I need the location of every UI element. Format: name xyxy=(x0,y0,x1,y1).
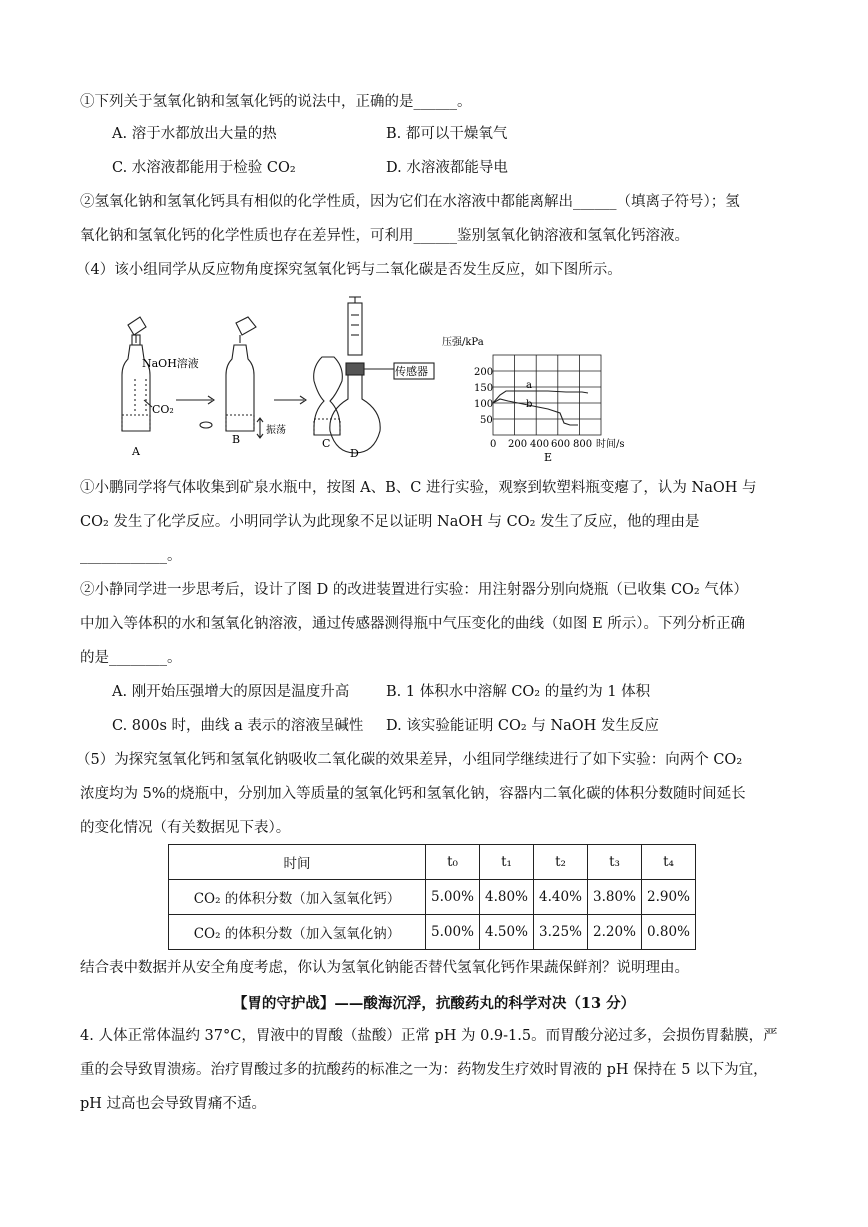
option-b: B. 1 体积水中溶解 CO₂ 的量约为 1 体积 xyxy=(386,684,651,700)
svg-text:400: 400 xyxy=(530,439,550,450)
question-text: 的是________。 xyxy=(80,650,182,666)
svg-text:100: 100 xyxy=(474,399,494,410)
question-text: 结合表中数据并从安全角度考虑，你认为氢氧化钠能否替代氢氧化钙作果蔬保鲜剂？说明理由。 xyxy=(80,960,689,976)
svg-text:50: 50 xyxy=(480,415,493,426)
answer-blank: ____________。 xyxy=(80,548,182,564)
question-text: pH 过高也会导致胃痛不适。 xyxy=(80,1096,267,1112)
question-text: （5）为探究氢氧化钙和氢氧化钠吸收二氧化碳的效果差异，小组同学继续进行了如下实验：向两个 CO₂ xyxy=(76,752,743,768)
question-text: ②氢氧化钠和氢氧化钙具有相似的化学性质，因为它们在水溶液中都能离解出______（填离子符号）；氢 xyxy=(80,194,740,210)
graph-ylabel: 压强/kPa xyxy=(442,337,484,348)
section-title: 【胃的守护战】——酸海沉浮，抗酸药丸的科学对决（13 分） xyxy=(232,995,636,1012)
naoh-label: NaOH溶液 xyxy=(142,357,199,370)
question-text: ①小鹏同学将气体收集到矿泉水瓶中，按图 A、B、C 进行实验，观察到软塑料瓶变瘪了，认为 NaOH 与 xyxy=(80,480,757,496)
svg-text:800: 800 xyxy=(573,439,593,450)
question-text: 浓度均为 5%的烧瓶中，分别加入等质量的氢氧化钙和氢氧化钠，容器内二氧化碳的体积分数随时间延长 xyxy=(80,786,746,802)
option-c: C. 水溶液都能用于检验 CO₂ xyxy=(112,160,296,176)
table-row: 时间 t₀ t₁ t₂ t₃ t₄ xyxy=(169,845,696,880)
shake-label: 振荡 xyxy=(266,425,286,436)
question-text: 4. 人体正常体温约 37°C，胃液中的胃酸（盐酸）正常 pH 为 0.9-1.5。而胃酸分泌过多，会损伤胃黏膜，严 xyxy=(80,1028,778,1044)
option-a: A. 刚开始压强增大的原因是温度升高 xyxy=(112,684,350,700)
question-intro: （4）该小组同学从反应物角度探究氢氧化钙与二氧化碳是否发生反应，如下图所示。 xyxy=(76,262,622,278)
bottle-b xyxy=(226,317,256,431)
option-a: A. 溶于水都放出大量的热 xyxy=(112,126,277,142)
curve-b-label: b xyxy=(526,399,533,410)
label-c: C xyxy=(322,437,331,450)
svg-text:200: 200 xyxy=(474,367,494,378)
bottle-c xyxy=(314,357,343,435)
experiment-figure xyxy=(108,295,728,465)
option-b: B. 都可以干燥氧气 xyxy=(386,126,508,142)
option-d: D. 水溶液都能导电 xyxy=(386,160,508,176)
question-text: ②小静同学进一步思考后，设计了图 D 的改进装置进行实验：用注射器分别向烧瓶（已收集 CO₂ 气体） xyxy=(80,582,748,598)
svg-text:200: 200 xyxy=(508,439,528,450)
option-c: C. 800s 时，曲线 a 表示的溶液呈碱性 xyxy=(112,718,364,734)
question-text: 中加入等体积的水和氢氧化钠溶液，通过传感器测得瓶中气压变化的曲线（如图 E 所示）。下列分析正确 xyxy=(80,616,746,632)
svg-text:600: 600 xyxy=(551,439,571,450)
label-b: B xyxy=(232,433,241,446)
co2-label: CO₂ xyxy=(152,403,174,416)
label-d: D xyxy=(350,447,359,460)
option-d: D. 该实验能证明 CO₂ 与 NaOH 发生反应 xyxy=(386,718,659,734)
data-table xyxy=(168,844,696,950)
sensor-label: 传感器 xyxy=(395,365,428,378)
table-row: CO₂ 的体积分数（加入氢氧化钙） 5.00% 4.80% 4.40% 3.80% 2.90% xyxy=(169,880,696,915)
svg-text:150: 150 xyxy=(474,383,494,394)
question-text: CO₂ 发生了化学反应。小明同学认为此现象不足以证明 NaOH 与 CO₂ 发生了反应，他的理由是 xyxy=(80,514,700,530)
label-a: A xyxy=(132,445,140,458)
question-text: 的变化情况（有关数据见下表）。 xyxy=(80,820,291,836)
label-e: E xyxy=(544,451,553,464)
question-text: 重的会导致胃溃疡。治疗胃酸过多的抗酸药的标准之一为：药物发生疗效时胃液的 pH 保持在 5 以下为宜， xyxy=(80,1062,768,1078)
svg-text:时间/s: 时间/s xyxy=(596,439,625,450)
svg-text:0: 0 xyxy=(490,439,497,450)
question-stem: ①下列关于氢氧化钠和氢氧化钙的说法中，正确的是______。 xyxy=(80,94,472,110)
curve-a-label: a xyxy=(526,380,532,391)
table-row: CO₂ 的体积分数（加入氢氧化钠） 5.00% 4.50% 3.25% 2.20% 0.80% xyxy=(169,915,696,950)
question-text: 氧化钠和氢氧化钙的化学性质也存在差异性，可利用______鉴别氢氧化钠溶液和氢氧化钙溶液。 xyxy=(80,228,689,244)
pressure-graph xyxy=(442,336,625,464)
